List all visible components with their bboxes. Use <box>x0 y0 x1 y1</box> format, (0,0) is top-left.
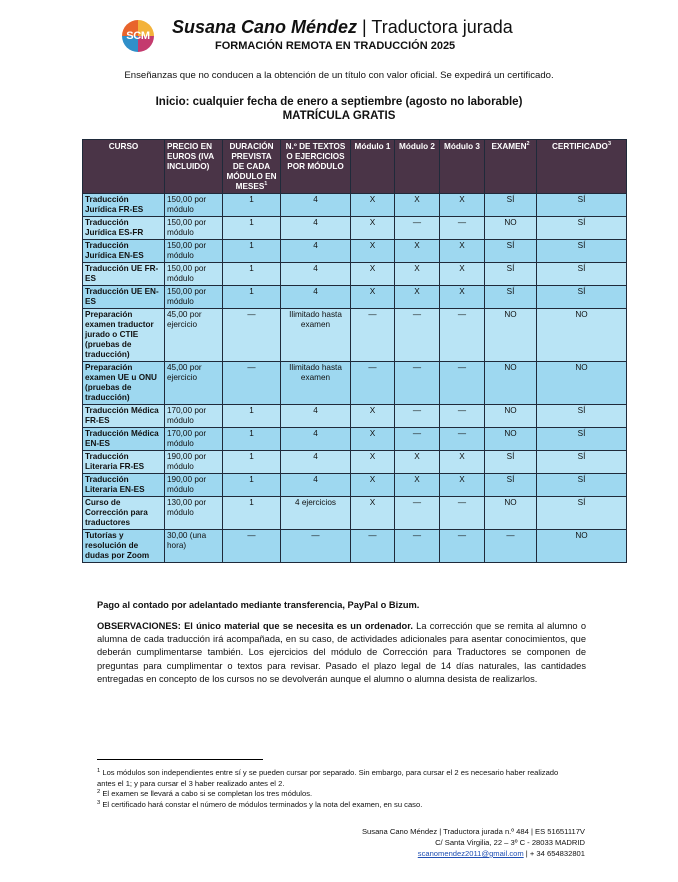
cell-module-2: — <box>395 309 440 362</box>
cell-price: 170,00 por módulo <box>165 405 223 428</box>
cell-texts: 4 <box>281 428 351 451</box>
table-row <box>83 497 627 530</box>
cell-module-3: X <box>440 286 485 309</box>
cell-module-2: — <box>395 428 440 451</box>
cell-course: Traducción UE FR-ES <box>83 263 165 286</box>
cell-certificate: SÍ <box>537 263 627 286</box>
observations-body: La corrección que se remita al alumno o alumna de cada traducción irá acompañada, en su caso, de actividades adicionales para asentar conocimientos, que deberán cumplimentarse también. Los ejercicios del módulo de Corrección para Traductores se componen de preguntas para cumplimentar o textos para revisar. Pasado el plazo legal de 14 días naturales, las cantidades entregadas en concepto de los cursos no se devolverán aunque el alumno o alumna desista de realizarlos. <box>97 621 586 684</box>
cell-certificate: NO <box>537 530 627 563</box>
cell-course: Traducción UE EN-ES <box>83 286 165 309</box>
page-subtitle: FORMACIÓN REMOTA EN TRADUCCIÓN 2025 <box>215 40 456 52</box>
table-row <box>83 530 627 563</box>
cell-module-3: X <box>440 240 485 263</box>
cell-module-1: X <box>351 194 395 217</box>
cell-exam: NO <box>485 405 537 428</box>
cell-certificate: SÍ <box>537 474 627 497</box>
address-line-2: C/ Santa Virgilia, 22 – 3º C - 28033 MADRID <box>435 838 585 847</box>
cell-price: 45,00 por ejercicio <box>165 362 223 405</box>
cell-texts: 4 <box>281 286 351 309</box>
cell-texts: 4 <box>281 217 351 240</box>
cell-module-2: X <box>395 451 440 474</box>
cell-course: Traducción Jurídica FR-ES <box>83 194 165 217</box>
courses-table <box>82 139 627 563</box>
table-header-row <box>83 140 627 194</box>
cell-module-1: X <box>351 474 395 497</box>
cell-module-2: X <box>395 474 440 497</box>
cell-module-3: — <box>440 497 485 530</box>
logo <box>122 20 154 52</box>
cell-duration: 1 <box>223 497 281 530</box>
cell-texts: 4 <box>281 405 351 428</box>
table-row <box>83 451 627 474</box>
cell-module-1: X <box>351 428 395 451</box>
table-row <box>83 474 627 497</box>
cell-duration: 1 <box>223 263 281 286</box>
cell-module-1: X <box>351 263 395 286</box>
cell-module-2: — <box>395 497 440 530</box>
cell-module-3: — <box>440 217 485 240</box>
header-module-1: Módulo 1 <box>351 140 395 194</box>
table-row <box>83 263 627 286</box>
cell-module-1: X <box>351 497 395 530</box>
cell-duration: 1 <box>223 428 281 451</box>
header-module-2: Módulo 2 <box>395 140 440 194</box>
cell-module-3: — <box>440 309 485 362</box>
cell-price: 130,00 por módulo <box>165 497 223 530</box>
table-row <box>83 217 627 240</box>
cell-duration: 1 <box>223 194 281 217</box>
cell-course: Tutorías y resolución de dudas por Zoom <box>83 530 165 563</box>
address-line-3 <box>362 848 585 859</box>
footnote-divider <box>97 759 263 760</box>
table-row <box>83 194 627 217</box>
cell-certificate: NO <box>537 309 627 362</box>
cell-module-1: X <box>351 405 395 428</box>
cell-texts: 4 ejercicios <box>281 497 351 530</box>
cell-certificate: SÍ <box>537 451 627 474</box>
footnote-2: $^2$ El examen se llevará a cabo si se completan los tres módulos. <box>97 789 313 799</box>
cell-texts: 4 <box>281 451 351 474</box>
official-notice: Enseñanzas que no conducen a la obtención de un título con valor oficial. Se expedirá un certificado. <box>124 70 554 81</box>
cell-texts: Ilimitado hasta examen <box>281 362 351 405</box>
header-texts: N.º DE TEXTOS O EJERCICIOS POR MÓDULO <box>281 140 351 194</box>
cell-certificate: SÍ <box>537 240 627 263</box>
cell-module-3: — <box>440 428 485 451</box>
cell-course: Traducción Literaria EN-ES <box>83 474 165 497</box>
header-certificate: CERTIFICADO$^3$ <box>537 140 627 194</box>
cell-module-1: X <box>351 240 395 263</box>
table-row <box>83 286 627 309</box>
cell-certificate: SÍ <box>537 217 627 240</box>
cell-exam: NO <box>485 309 537 362</box>
author-name: Susana Cano Méndez <box>172 17 358 37</box>
observations-lead: OBSERVACIONES: El único material que se necesita es un ordenador. <box>97 621 413 631</box>
cell-price: 170,00 por módulo <box>165 428 223 451</box>
cell-price: 150,00 por módulo <box>165 263 223 286</box>
cell-certificate: SÍ <box>537 286 627 309</box>
observations <box>97 620 586 686</box>
cell-course: Preparación examen UE u ONU (pruebas de traducción) <box>83 362 165 405</box>
cell-module-3: — <box>440 405 485 428</box>
cell-exam: SÍ <box>485 451 537 474</box>
cell-module-2: — <box>395 217 440 240</box>
header-course: CURSO <box>83 140 165 194</box>
cell-price: 150,00 por módulo <box>165 217 223 240</box>
cell-module-2: X <box>395 286 440 309</box>
table-row <box>83 428 627 451</box>
start-line: Inicio: cualquier fecha de enero a septiembre (agosto no laborable) <box>155 96 523 108</box>
cell-module-3: X <box>440 263 485 286</box>
cell-exam: SÍ <box>485 263 537 286</box>
footnotes <box>97 768 577 810</box>
cell-certificate: SÍ <box>537 497 627 530</box>
header-price: PRECIO EN EUROS (IVA INCLUIDO) <box>165 140 223 194</box>
cell-module-2: — <box>395 530 440 563</box>
cell-module-3: — <box>440 362 485 405</box>
cell-module-2: — <box>395 405 440 428</box>
header-exam: EXAMEN$^2$ <box>485 140 537 194</box>
cell-exam: NO <box>485 497 537 530</box>
cell-module-3: X <box>440 474 485 497</box>
cell-module-1: — <box>351 309 395 362</box>
logo-text: SCM <box>126 30 150 42</box>
cell-duration: 1 <box>223 405 281 428</box>
cell-texts: 4 <box>281 240 351 263</box>
cell-price: 150,00 por módulo <box>165 286 223 309</box>
cell-certificate: NO <box>537 362 627 405</box>
table-row <box>83 309 627 362</box>
cell-price: 190,00 por módulo <box>165 451 223 474</box>
cell-exam: SÍ <box>485 474 537 497</box>
cell-duration: 1 <box>223 240 281 263</box>
cell-course: Traducción Médica FR-ES <box>83 405 165 428</box>
cell-module-2: X <box>395 263 440 286</box>
footnote-3: $^3$ El certificado hará constar el número de módulos terminados y la nota del examen, en su caso. <box>97 799 423 809</box>
cell-exam: NO <box>485 362 537 405</box>
title-suffix: | Traductora jurada <box>357 17 513 37</box>
cell-course: Traducción Literaria FR-ES <box>83 451 165 474</box>
cell-certificate: SÍ <box>537 428 627 451</box>
cell-module-1: — <box>351 530 395 563</box>
page-title <box>172 17 513 38</box>
cell-module-1: — <box>351 362 395 405</box>
cell-duration: — <box>223 362 281 405</box>
cell-exam: NO <box>485 428 537 451</box>
footnote-1: $^1$ Los módulos son independientes entre sí y se pueden cursar por separado. Sin embargo, para cursar el 2 es necesario haber realizado antes el 1; y para cursar el 3 haber realizado antes el 2. <box>97 768 559 788</box>
cell-course: Preparación examen traductor jurado o CTIE (pruebas de traducción) <box>83 309 165 362</box>
cell-module-1: X <box>351 217 395 240</box>
cell-module-3: X <box>440 451 485 474</box>
cell-module-3: — <box>440 530 485 563</box>
email-link[interactable]: scanomendez2011@gmail.com <box>417 849 524 858</box>
cell-price: 45,00 por ejercicio <box>165 309 223 362</box>
table-row <box>83 405 627 428</box>
cell-texts: Ilimitado hasta examen <box>281 309 351 362</box>
enrollment-line: MATRÍCULA GRATIS <box>282 110 396 122</box>
cell-course: Traducción Médica EN-ES <box>83 428 165 451</box>
header-module-3: Módulo 3 <box>440 140 485 194</box>
table-row <box>83 362 627 405</box>
cell-duration: 1 <box>223 451 281 474</box>
cell-certificate: SÍ <box>537 194 627 217</box>
phone: | + 34 654832801 <box>523 849 585 858</box>
cell-price: 150,00 por módulo <box>165 240 223 263</box>
cell-course: Curso de Corrección para traductores <box>83 497 165 530</box>
cell-module-2: X <box>395 194 440 217</box>
address-line-1: Susana Cano Méndez | Traductora jurada n.º 484 | ES 51651117V <box>361 827 585 836</box>
header-duration: DURACIÓN PREVISTA DE CADA MÓDULO EN MESES$^1$ <box>223 140 281 194</box>
cell-exam: SÍ <box>485 286 537 309</box>
cell-duration: 1 <box>223 217 281 240</box>
cell-texts: — <box>281 530 351 563</box>
cell-duration: — <box>223 530 281 563</box>
cell-certificate: SÍ <box>537 405 627 428</box>
table-row <box>83 240 627 263</box>
cell-module-1: X <box>351 451 395 474</box>
cell-texts: 4 <box>281 263 351 286</box>
cell-duration: 1 <box>223 474 281 497</box>
cell-price: 190,00 por módulo <box>165 474 223 497</box>
payment-text: Pago al contado por adelantado mediante transferencia, PayPal o Bizum. <box>97 600 420 610</box>
cell-exam: SÍ <box>485 240 537 263</box>
cell-module-2: X <box>395 240 440 263</box>
cell-duration: 1 <box>223 286 281 309</box>
cell-course: Traducción Jurídica EN-ES <box>83 240 165 263</box>
cell-exam: — <box>485 530 537 563</box>
cell-module-1: X <box>351 286 395 309</box>
cell-module-3: X <box>440 194 485 217</box>
address-block <box>362 826 585 859</box>
cell-exam: SÍ <box>485 194 537 217</box>
cell-module-2: — <box>395 362 440 405</box>
cell-price: 150,00 por módulo <box>165 194 223 217</box>
cell-texts: 4 <box>281 474 351 497</box>
cell-texts: 4 <box>281 194 351 217</box>
cell-duration: — <box>223 309 281 362</box>
cell-price: 30,00 (una hora) <box>165 530 223 563</box>
cell-exam: NO <box>485 217 537 240</box>
cell-course: Traducción Jurídica ES-FR <box>83 217 165 240</box>
